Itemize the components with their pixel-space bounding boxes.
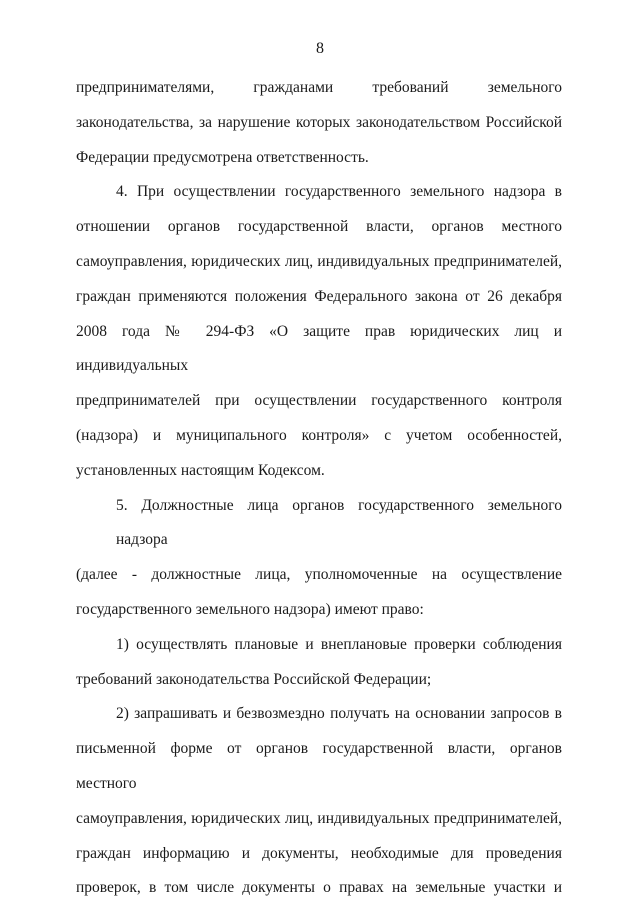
text-line: требований законодательства Российской Федерации; bbox=[76, 670, 432, 688]
text-line: (надзора) и муниципального контроля» с учетом особенностей, bbox=[76, 426, 562, 444]
text-line: самоуправления, юридических лиц, индивидуальных предпринимателей, bbox=[76, 252, 562, 270]
text-line: самоуправления, юридических лиц, индивидуальных предпринимателей, bbox=[76, 809, 562, 827]
paragraph-continuation bbox=[76, 71, 562, 175]
text-line: Федерации предусмотрена ответственность. bbox=[76, 148, 369, 166]
text-line: 1) осуществлять плановые и внеплановые проверки соблюдения bbox=[116, 635, 562, 653]
text-line: государственного земельного надзора) имеют право: bbox=[76, 600, 424, 618]
text-line: 4. При осуществлении государственного земельного надзора в bbox=[116, 183, 562, 201]
text-line: предпринимателями, гражданами требований земельного bbox=[76, 79, 562, 96]
paragraph-item-5-2 bbox=[76, 697, 562, 906]
paragraph-item-5-1 bbox=[76, 628, 562, 698]
text-line: (далее - должностные лица, уполномоченные на осуществление bbox=[76, 566, 562, 584]
text-line: отношении органов государственной власти, органов местного bbox=[76, 218, 562, 236]
text-line: письменной форме от органов государственной власти, органов местного bbox=[76, 740, 562, 792]
paragraph-item-4 bbox=[76, 175, 562, 488]
text-line: предпринимателей при осуществлении государственного контроля bbox=[76, 392, 562, 410]
page-number: 8 bbox=[316, 40, 324, 57]
text-line: граждан информацию и документы, необходимые для проведения bbox=[76, 844, 562, 862]
text-line: установленных настоящим Кодексом. bbox=[76, 461, 325, 479]
paragraph-item-5 bbox=[76, 489, 562, 628]
text-line: 5. Должностные лица органов государственного земельного надзора bbox=[116, 496, 562, 549]
text-line: 2) запрашивать и безвозмездно получать на основании запросов в bbox=[116, 705, 562, 723]
text-line: граждан применяются положения Федерального закона от 26 декабря bbox=[76, 287, 562, 305]
text-line: 2008 года № 294-ФЗ «О защите прав юридических лиц и индивидуальных bbox=[76, 322, 562, 375]
document-body bbox=[76, 71, 562, 906]
text-line: законодательства, за нарушение которых законодательством Российской bbox=[76, 113, 562, 131]
text-line: проверок, в том числе документы о правах на земельные участки и bbox=[76, 879, 562, 897]
